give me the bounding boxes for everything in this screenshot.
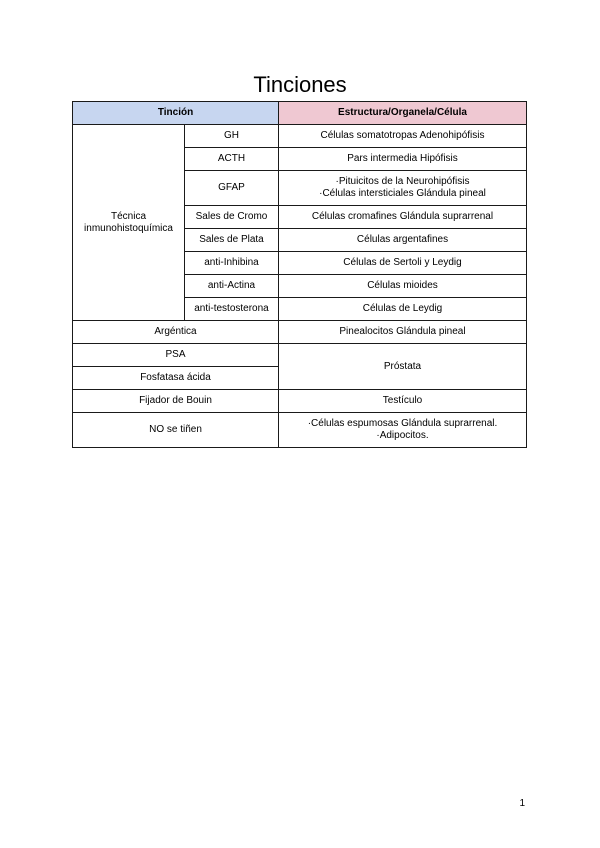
result-line: ·Adipocitos.: [376, 430, 429, 441]
method-cell: anti-testosterona: [185, 298, 279, 321]
header-tincion: Tinción: [73, 102, 279, 125]
method-cell: Fosfatasa ácida: [73, 367, 279, 390]
method-cell: Sales de Plata: [185, 229, 279, 252]
method-cell: Fijador de Bouin: [73, 390, 279, 413]
result-cell: Pars intermedia Hipófisis: [279, 148, 527, 171]
table-row: [73, 390, 527, 413]
result-cell: Células somatotropas Adenohipófisis: [279, 125, 527, 148]
method-cell: anti-Actina: [185, 275, 279, 298]
method-cell: GFAP: [185, 171, 279, 206]
method-cell: GH: [185, 125, 279, 148]
table-row: [73, 413, 527, 448]
result-cell: Pinealocitos Glándula pineal: [279, 321, 527, 344]
table-row: [73, 344, 527, 367]
result-line: ·Células intersticiales Glándula pineal: [319, 188, 486, 199]
method-cell: NO se tiñen: [73, 413, 279, 448]
header-estructura: Estructura/Organela/Célula: [279, 102, 527, 125]
page-title: Tinciones: [253, 72, 347, 97]
result-line: ·Pituicitos de la Neurohipófisis: [335, 176, 470, 187]
table-row: [73, 321, 527, 344]
method-cell: anti-Inhibina: [185, 252, 279, 275]
table-row: [73, 125, 527, 148]
result-cell: Células cromafines Glándula suprarrenal: [279, 206, 527, 229]
method-cell: Argéntica: [73, 321, 279, 344]
table-header-row: [73, 102, 527, 125]
method-cell: PSA: [73, 344, 279, 367]
method-cell: Sales de Cromo: [185, 206, 279, 229]
result-cell: Células mioides: [279, 275, 527, 298]
result-line: ·Células espumosas Glándula suprarrenal.: [307, 418, 498, 429]
result-cell: Células argentafines: [279, 229, 527, 252]
result-cell: Testículo: [279, 390, 527, 413]
result-cell: Próstata: [279, 344, 527, 390]
method-cell: ACTH: [185, 148, 279, 171]
result-cell: Células de Sertoli y Leydig: [279, 252, 527, 275]
result-cell: Células de Leydig: [279, 298, 527, 321]
result-cell: [279, 413, 527, 448]
result-cell: [279, 171, 527, 206]
page-number: 1: [519, 798, 525, 809]
stains-table: [72, 101, 527, 448]
ihq-group-label: Técnica inmunohistoquímica: [73, 125, 185, 321]
